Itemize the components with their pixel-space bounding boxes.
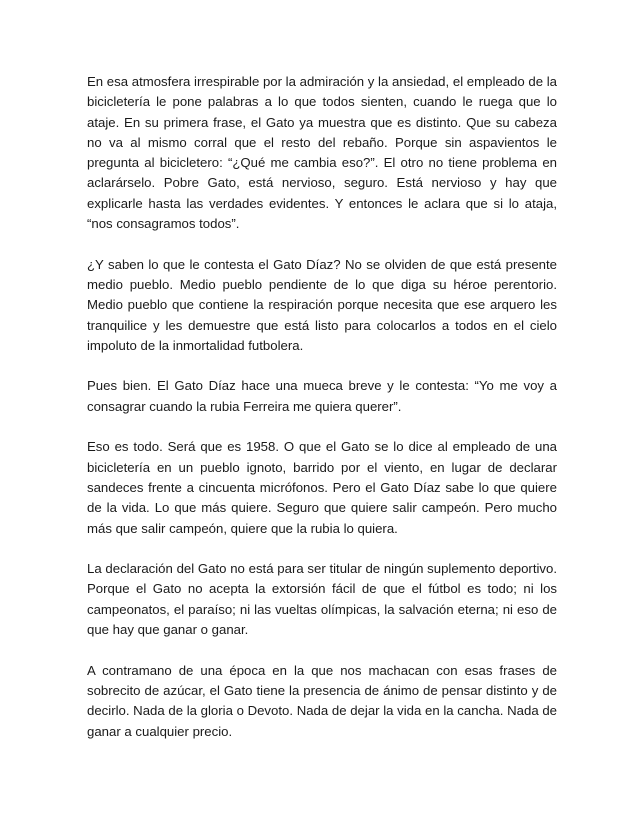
paragraph-5: La declaración del Gato no está para ser titular de ningún suplemento deportivo. Porque el Gato no acepta la extorsión fácil de que el fútbol es todo; ni los campeonatos, el paraíso; ni las vueltas olímpicas, la salvación eterna; ni eso de que hay que ganar o ganar. bbox=[87, 561, 557, 638]
paragraph-6: A contramano de una época en la que nos machacan con esas frases de sobrecito de azúcar, el Gato tiene la presencia de ánimo de pensar distinto y de decirlo. Nada de la gloria o Devoto. Nada de dejar la vida en la cancha. Nada de ganar a cualquier precio. bbox=[87, 662, 557, 739]
document-body bbox=[87, 72, 557, 742]
paragraph-2: ¿Y saben lo que le contesta el Gato Díaz? No se olviden de que está presente medio pueblo. Medio pueblo pendiente de lo que diga su héroe perentorio. Medio pueblo que contiene la respiración porque necesita que ese arquero les tranquilice y les demuestre que está listo para colocarlos a todos en el cielo impoluto de la inmortalidad futbolera. bbox=[87, 256, 557, 353]
paragraph-3: Pues bien. El Gato Díaz hace una mueca breve y le contesta: “Yo me voy a consagrar cuando la rubia Ferreira me quiera querer”. bbox=[87, 378, 557, 414]
paragraph-1: En esa atmosfera irrespirable por la admiración y la ansiedad, el empleado de la bicicletería le pone palabras a lo que todos sienten, cuando le ruega que lo ataje. En su primera frase, el Gato ya muestra que es distinto. Que su cabeza no va al mismo corral que el resto del rebaño. Porque sin aspavientos le pregunta al bicicletero: “¿Qué me cambia eso?”. El otro no tiene problema en aclarárselo. Pobre Gato, está nervioso, seguro. Está nervioso y hay que explicarle hasta las verdades evidentes. Y entonces le aclara que si lo ataja, “nos consagramos todos”. bbox=[87, 74, 557, 232]
paragraph-4: Eso es todo. Será que es 1958. O que el Gato se lo dice al empleado de una bicicletería en un pueblo ignoto, barrido por el viento, en lugar de declarar sandeces frente a cincuenta micrófonos. Pero el Gato Díaz sabe lo que quiere de la vida. Lo que más quiere. Seguro que quiere salir campeón. Pero mucho más que salir campeón, quiere que la rubia lo quiera. bbox=[87, 439, 557, 536]
